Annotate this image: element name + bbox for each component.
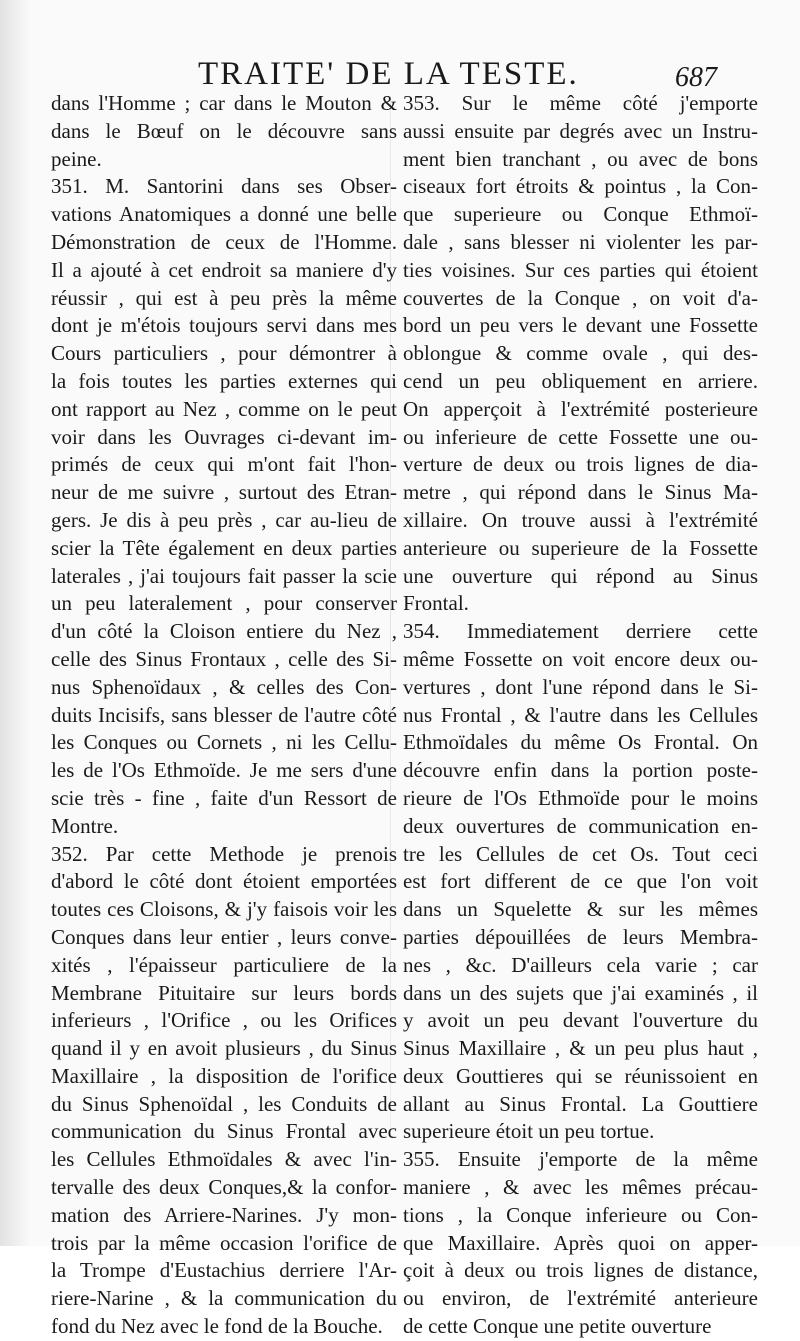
text-line: Membrane Pituitaire sur leurs bords [51,980,397,1005]
text-line: Il a ajouté à cet endroit sa maniere d'y [51,257,397,282]
text-line: Démonstration de ceux de l'Homme. [51,229,397,254]
text-line: de cette Conque une petite ouverture [403,1314,712,1339]
text-line: çoit à deux ou trois lignes de distance, [403,1258,758,1283]
text-line: celle des Sinus Frontaux , celle des Si- [51,646,397,671]
text-line: ciseaux fort étroits & pointus , la Con- [403,174,758,199]
text-line: dans un Squelette & sur les mêmes [403,897,758,922]
text-line: deux ouvertures de communication en- [403,813,758,838]
text-line: nes , &c. D'ailleurs cela varie ; car [403,952,758,977]
text-line: neur de me suivre , surtout des Etran- [51,480,397,505]
text-line: est fort different de ce que l'on voit [403,869,758,894]
text-line: Maxillaire , la disposition de l'orifice [51,1063,397,1088]
text-line: Conques dans leur entier , leurs conve- [51,924,397,949]
text-line: parties dépouillées de leurs Membra- [403,924,758,949]
text-line: trois par la même occasion l'orifice de [51,1230,397,1255]
text-line: scier la Tête également en deux parties [51,535,397,560]
text-line: découvre enfin dans la portion poste- [403,758,758,783]
text-line: metre , qui répond dans le Sinus Ma- [403,480,758,505]
text-line: couvertes de la Conque , on voit d'a- [403,285,758,310]
text-line: la Trompe d'Eustachius derriere l'Ar- [51,1258,397,1283]
text-line: verture de deux ou trois lignes de dia- [403,452,758,477]
text-line: On apperçoit à l'extrémité posterieure [403,396,758,421]
text-line: xillaire. On trouve aussi à l'extrémité [403,507,758,532]
right-column [403,90,758,1341]
text-line: vations Anatomiques a donné une belle [51,202,397,227]
text-line: gers. Je dis à peu près , car au-lieu de [51,507,397,532]
text-line: aussi ensuite par degrés avec un Instru- [403,118,758,143]
text-line: scie très - fine , faite d'un Ressort de [51,785,397,810]
text-line: peine. [51,146,102,171]
text-line: toutes ces Cloisons, & j'y faisois voir les [51,897,397,922]
text-line: tervalle des deux Conques,& la confor- [51,1175,397,1200]
text-line: rieure de l'Os Ethmoïde pour le moins [403,785,758,810]
text-line: 353. Sur le même côté j'emporte [403,91,758,115]
text-line: d'abord le côté dont étoient emportées [51,869,397,894]
text-line: Ethmoïdales du même Os Frontal. On [403,730,758,755]
text-line: dale , sans blesser ni violenter les par- [403,229,758,254]
text-line: tre les Cellules de cet Os. Tout ceci [403,841,758,866]
text-line: oblongue & comme ovale , qui des- [403,341,758,366]
text-line: superieure étoit un peu tortue. [403,1119,655,1144]
text-line: ont rapport au Nez , comme on le peut [51,396,397,421]
page-number: 687 [675,62,717,93]
text-line: deux Gouttieres qui se réunissoient en [403,1063,758,1088]
page-binding-shadow [0,0,30,1246]
text-line: inferieurs , l'Orifice , ou les Orifices [51,1008,397,1033]
text-line: communication du Sinus Frontal avec [51,1119,397,1144]
text-line: les de l'Os Ethmoïde. Je me sers d'une [51,758,397,783]
text-line: 355. Ensuite j'emporte de la même [403,1147,758,1172]
text-line: nus Frontal , & l'autre dans les Cellules [403,702,758,727]
text-line: riere-Narine , & la communication du [51,1286,397,1311]
text-line: un peu lateralement , pour conserver [51,591,397,616]
text-line: laterales , j'ai toujours fait passer la scie [51,563,397,588]
text-line: dans le Bœuf on le découvre sans [51,118,397,143]
text-line: allant au Sinus Frontal. La Gouttiere [403,1091,758,1116]
text-line: nus Sphenoïdaux , & celles des Con- [51,674,397,699]
text-line: une ouverture qui répond au Sinus [403,563,758,588]
text-line: Sinus Maxillaire , & un peu plus haut , [403,1036,758,1061]
text-line: maniere , & avec les mêmes précau- [403,1175,758,1200]
text-line: la fois toutes les parties externes qui [51,368,397,393]
text-line: que Maxillaire. Après quoi on apper- [403,1230,758,1255]
text-line: 354. Immediatement derriere cette [403,619,758,644]
running-title: TRAITE' DE LA TESTE. [198,56,579,92]
text-line: tions , la Conque inferieure ou Con- [403,1202,758,1227]
text-line: dont je m'étois toujours servi dans mes [51,313,397,338]
text-line: dans l'Homme ; car dans le Mouton & [51,91,397,115]
text-line: anterieure ou superieure de la Fossette [403,535,758,560]
text-line: xités , l'épaisseur particuliere de la [51,952,397,977]
text-line: Frontal. [403,591,469,616]
text-line: cend un peu obliquement en arriere. [403,368,758,393]
text-line: vertures , dont l'une répond dans le Si- [403,674,758,699]
text-line: même Fossette on voit encore deux ou- [403,646,758,671]
text-line: y avoit un peu devant l'ouverture du [403,1008,758,1033]
text-line: les Cellules Ethmoïdales & avec l'in- [51,1147,397,1172]
text-line: fond du Nez avec le fond de la Bouche. [51,1314,383,1339]
text-line: voir dans les Ouvrages ci-devant im- [51,424,397,449]
text-line: ment bien tranchant , ou avec de bons [403,146,758,171]
text-line: mation des Arriere-Narines. J'y mon- [51,1202,397,1227]
text-line: duits Incisifs, sans blesser de l'autre côté [51,702,397,727]
text-line: Montre. [51,813,119,838]
text-line: 351. M. Santorini dans ses Obser- [51,174,397,199]
text-line: 352. Par cette Methode je prenois [51,841,397,866]
text-line: les Conques ou Cornets , ni les Cellu- [51,730,397,755]
text-line: quand il y en avoit plusieurs , du Sinus [51,1036,397,1061]
text-line: primés de ceux qui m'ont fait l'hon- [51,452,397,477]
text-line: ou environ, de l'extrémité anterieure [403,1286,758,1311]
left-column [51,90,397,1341]
text-line: ties voisines. Sur ces parties qui étoient [403,257,758,282]
text-line: dans un des sujets que j'ai examinés , il [403,980,758,1005]
text-line: du Sinus Sphenoïdal , les Conduits de [51,1091,397,1116]
text-line: Cours particuliers , pour démontrer à [51,341,397,366]
text-line: d'un côté la Cloison entiere du Nez , [51,619,397,644]
text-line: ou inferieure de cette Fossette une ou- [403,424,758,449]
text-line: que superieure ou Conque Ethmoï- [403,202,758,227]
text-line: réussir , qui est à peu près la même [51,285,397,310]
text-line: bord un peu vers le devant une Fossette [403,313,758,338]
